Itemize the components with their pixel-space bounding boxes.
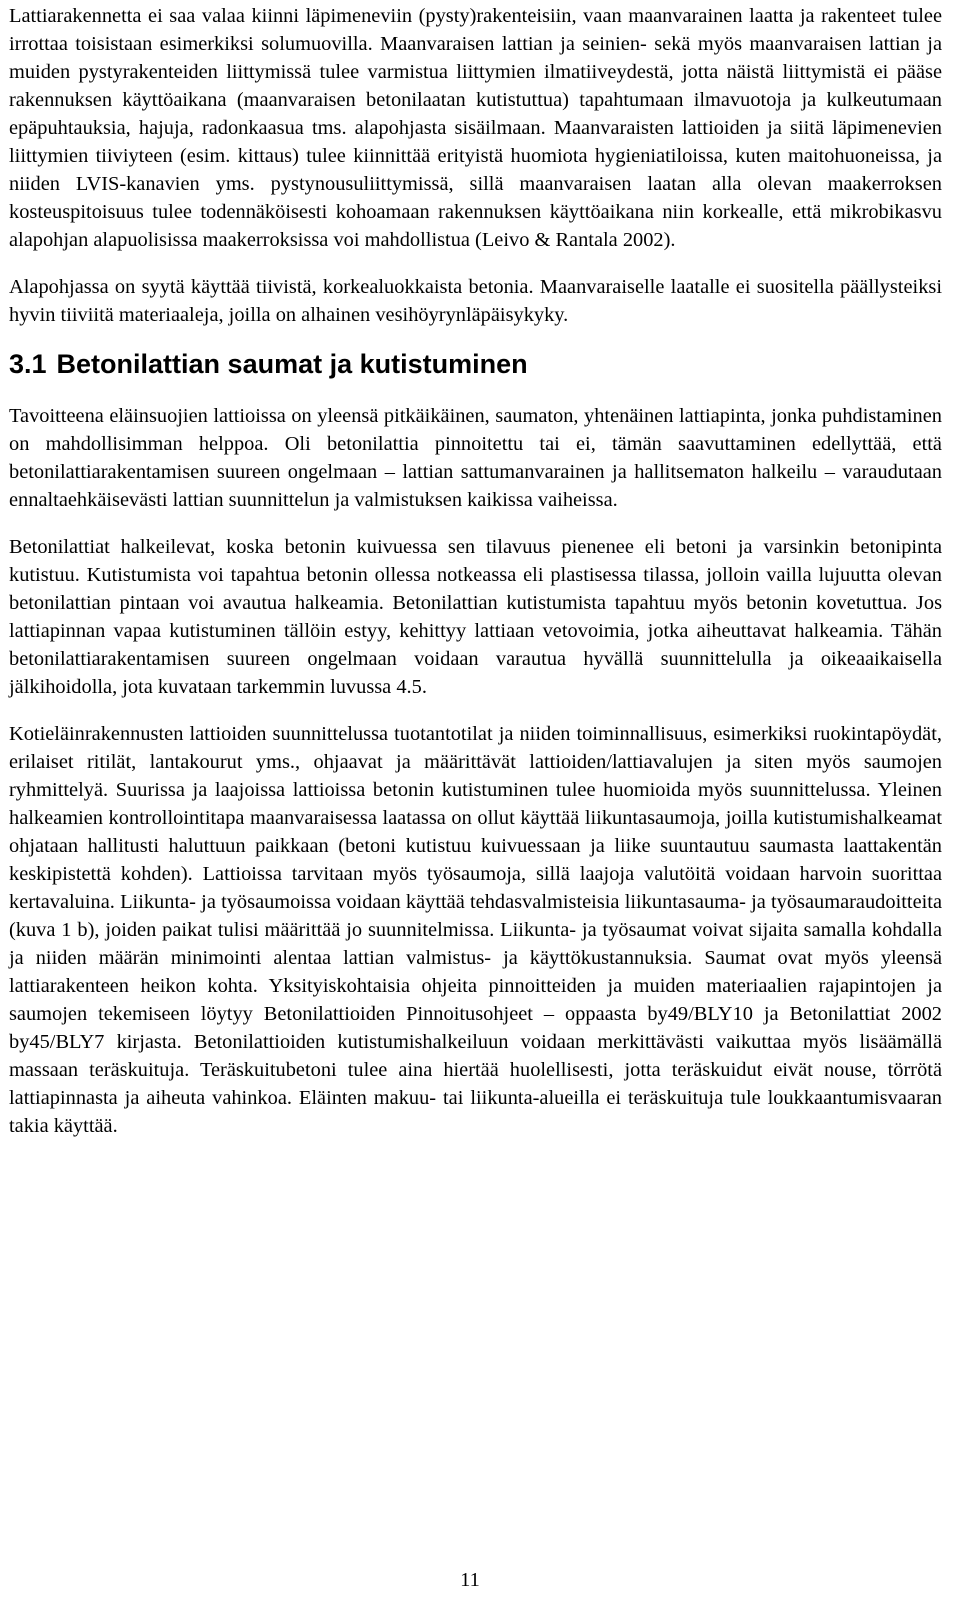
body-paragraph: Lattiarakennetta ei saa valaa kiinni läpimeneviin (pysty)rakenteisiin, vaan maanvarainen laatta ja rakenteet tulee irrottaa toisistaan esimerkiksi solumuovilla. Maanvaraisen lattian ja seinien- sekä myös maanvaraisen lattian ja muiden pystyrakenteiden liittymissä tulee varmistua liittymien ilmatiiveydestä, jotta näistä liittymistä ei pääse rakennuksen käyttöaikana (maanvaraisen betonilaatan kutistuttua) tapahtumaan ilmavuotoja ja kulkeutumaan epäpuhtauksia, hajuja, radonkaasua tms. alapohjasta sisäilmaan. Maanvaraisten lattioiden ja siitä läpimenevien liittymien tiiviyteen (esim. kittaus) tulee kiinnittää erityistä huomiota hygieniatiloissa, kuten maitohuoneissa, ja niiden LVIS-kanavien yms. pystynousuliittymissä, sillä maanvaraisen laatan alla olevan maakerroksen kosteuspitoisuus tulee todennäköisesti kohoamaan rakennuksen käyttöaikana niin korkealle, että mikrobikasvu alapohjan alapuolisissa maakerroksissa voi mahdollistua (Leivo & Rantala 2002). xyxy=(9,5,942,251)
section-title: Betonilattian saumat ja kutistuminen xyxy=(56,349,528,379)
page-number: 11 xyxy=(460,1569,480,1591)
body-paragraph: Kotieläinrakennusten lattioiden suunnittelussa tuotantotilat ja niiden toiminnallisuus, esimerkiksi ruokintapöydät, erilaiset ritilät, lantakourut yms., ohjaavat ja määrittävät lattioiden/lattiavalujen ja siten myös saumojen ryhmittelyä. Suurissa ja laajoissa lattioissa betonin kutistuminen tulee huomioida myös suunnittelussa. Yleinen halkeamien kontrollointitapa maanvaraisessa laatassa on ollut käyttää liikuntasaumoja, joilla kutistumishalkeamat ohjataan hallitusti haluttuun paikkaan (betoni kutistuu kuivuessaan ja liike suuntautuu saumasta laattakentän keskipistettä kohden). Lattioissa tarvitaan myös työsaumoja, sillä laajoja valutöitä voidaan harvoin suorittaa kertavaluina. Liikunta- ja työsaumoissa voidaan käyttää tehdasvalmisteisia liikuntasauma- ja työsaumaraudoitteita (kuva 1 b), joiden paikat tulisi määrittää jo suunnitelmissa. Liikunta- ja työsaumat voivat sijaita samalla kohdalla ja niiden määrän minimointi alentaa lattian valmistus- ja käyttökustannuksia. Saumat ovat myös yleensä lattiarakenteen heikon kohta. Yksityiskohtaisia ohjeita pinnoitteiden ja muiden materiaalien rajapintojen ja saumojen tekemiseen löytyy Betonilattioiden Pinnoitusohjeet – oppaasta by49/BLY10 ja Betonilattiat 2002 by45/BLY7 kirjasta. Betonilattioiden kutistumishalkeiluun voidaan merkittävästi vaikuttaa myös lisäämällä massaan teräskuituja. Teräskuitubetoni tulee aina hiertää huolellisesti, jotta teräskuidut eivät nouse, törrötä lattiapinnasta ja aiheuta vahinkoa. Eläinten makuu- tai liikunta-alueilla ei teräskuituja tule loukkaantumisvaaran takia käyttää. xyxy=(9,723,942,1137)
body-paragraph: Alapohjassa on syytä käyttää tiivistä, korkealuokkaista betonia. Maanvaraiselle laatalle ei suositella päällysteiksi hyvin tiiviitä materiaaleja, joilla on alhainen vesihöyrynläpäisykyky. xyxy=(9,276,942,326)
section-number: 3.1 xyxy=(9,349,47,379)
body-paragraph: Betonilattiat halkeilevat, koska betonin kuivuessa sen tilavuus pienenee eli betoni ja varsinkin betonipinta kutistuu. Kutistumista voi tapahtua betonin ollessa notkeassa eli plastisessa tilassa, jolloin vailla lujuutta olevan betonilattian pintaan voi avautua halkeamia. Betonilattian kutistumista tapahtuu myös betonin kovetuttua. Jos lattiapinnan vapaa kutistuminen tällöin estyy, kehittyy lattiaan vetovoimia, jotka aiheuttavat halkeamia. Tähän betonilattiarakentamisen suureen ongelmaan voidaan varautua hyvällä suunnittelulla ja oikeaaikaisella jälkihoidolla, jota kuvataan tarkemmin luvussa 4.5. xyxy=(9,536,942,698)
section-heading xyxy=(9,348,942,380)
body-paragraph: Tavoitteena eläinsuojien lattioissa on yleensä pitkäikäinen, saumaton, yhtenäinen lattiapinta, jonka puhdistaminen on mahdollisimman helppoa. Oli betonilattia pinnoitettu tai ei, tämän saavuttaminen edellyttää, että betonilattiarakentamisen suureen ongelmaan – lattian sattumanvarainen ja hallitsematon halkeilu – varaudutaan ennaltaehkäisevästi lattian suunnittelun ja valmistuksen kaikissa vaiheissa. xyxy=(9,405,942,511)
